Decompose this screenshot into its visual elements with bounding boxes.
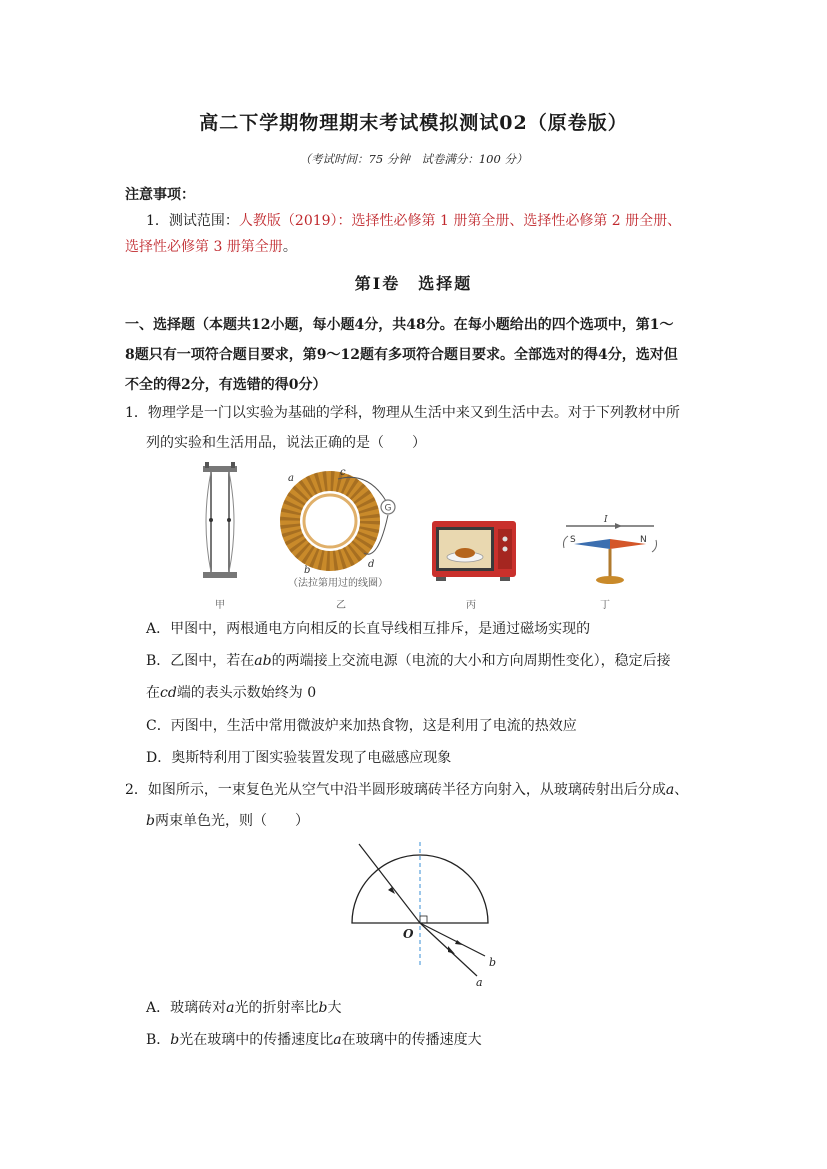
label-b: b — [304, 565, 311, 576]
q2-stem-text2: 两束单色光，则（ ） — [154, 813, 309, 829]
note-1-line2 — [125, 236, 297, 258]
q1-option-b-line2 — [146, 682, 316, 702]
section-intro-line3: 不全的得2分，有选错的得0分） — [125, 377, 327, 393]
note-1-line1 — [146, 210, 681, 232]
q1-option-c: C．丙图中，生活中常用微波炉来加热食物，这是利用了电流的热效应 — [146, 718, 577, 734]
q1-option-b-cd: cd — [160, 685, 177, 701]
q2-option-a — [146, 997, 341, 1017]
figure-yi-caption: （法拉第用过的线圈） — [288, 578, 388, 589]
section-intro-line1: 一、选择题（本题共12小题，每小题4分，共48分。在每小题给出的四个选项中，第1～ — [125, 317, 674, 333]
label-c: c — [340, 467, 346, 478]
section-heading: 第Ⅰ卷 选择题 — [354, 274, 473, 293]
q2-stem-sep: 、 — [674, 782, 689, 798]
exam-info: （考试时间：75 分钟 试卷满分：100 分） — [299, 152, 528, 166]
q1-option-b-ab: ab — [254, 653, 272, 669]
origin-label: O — [403, 927, 414, 941]
q1-option-b-line1 — [146, 650, 671, 670]
q1-option-d: D．奥斯特利用丁图实验装置发现了电磁感应现象 — [146, 750, 452, 766]
note-1-prefix: 1．测试范围： — [146, 213, 239, 229]
q2-stem-text1: 2．如图所示，一束复色光从空气中沿半圆形玻璃砖半径方向射入，从玻璃砖射出后分成 — [125, 782, 666, 798]
q1-option-b-text3: 在 — [146, 685, 160, 701]
note-1-scope-cont: 选择性必修第 3 册第全册 — [125, 239, 283, 255]
q2-stem-line1 — [125, 779, 688, 801]
q2-option-a-a: a — [226, 1000, 235, 1016]
q2-option-b-a: a — [333, 1032, 342, 1048]
figure-jia-parallel-wires — [195, 460, 245, 590]
current-label: I — [604, 515, 608, 525]
q2-stem-line2 — [146, 810, 309, 832]
note-1-scope: 人教版（2019）：选择性必修第 1 册第全册、选择性必修第 2 册全册、 — [238, 213, 682, 229]
galvanometer-letter: G — [384, 503, 392, 514]
label-a: a — [288, 473, 294, 484]
q2-stem-b: b — [146, 813, 155, 829]
figure-yi-faraday-ring — [278, 463, 408, 578]
south-pole-label: S — [570, 535, 576, 545]
note-1-end: 。 — [282, 239, 297, 255]
q2-option-b — [146, 1029, 482, 1049]
q1-option-b-text1: B．乙图中，若在 — [146, 653, 255, 669]
q2-option-b-b: b — [170, 1032, 180, 1048]
q2-option-b-text3: 在玻璃中的传播速度大 — [341, 1032, 482, 1048]
q1-option-b-text4: 端的表头示数始终为 0 — [176, 685, 317, 701]
q2-option-a-text3: 大 — [327, 1000, 342, 1016]
q2-option-b-text1: B． — [146, 1032, 171, 1048]
section-intro-line2: 8题只有一项符合题目要求，第9～12题有多项符合题目要求。全部选对的得4分，选对但 — [125, 347, 678, 363]
notes-heading: 注意事项： — [125, 187, 195, 203]
north-pole-label: N — [640, 535, 647, 545]
q1-stem-line2: 列的实验和生活用品，说法正确的是（ ） — [146, 435, 426, 451]
ray-a-label: a — [476, 976, 483, 989]
figure-bing-microwave — [430, 515, 520, 585]
figure-label-bing: 丙 — [466, 600, 476, 611]
figure-ding-compass — [560, 512, 660, 590]
figure-label-jia: 甲 — [215, 600, 225, 611]
q2-stem-a: a — [665, 782, 675, 798]
q1-option-a: A．甲图中，两根通电方向相反的长直导线相互排斥，是通过磁场实现的 — [146, 621, 591, 637]
q2-option-b-text2: 光在玻璃中的传播速度比 — [179, 1032, 334, 1048]
q2-option-a-text1: A．玻璃砖对 — [146, 1000, 227, 1016]
ray-b-label: b — [489, 956, 497, 969]
label-d: d — [368, 559, 375, 570]
figure-label-yi: 乙 — [336, 600, 346, 611]
q2-option-a-text2: 光的折射率比 — [234, 1000, 319, 1016]
page-title: 高二下学期物理期末考试模拟测试02（原卷版） — [199, 112, 628, 134]
figure-label-ding: 丁 — [600, 600, 610, 611]
q1-option-b-text2: 的两端接上交流电源（电流的大小和方向周期性变化），稳定后接 — [271, 653, 671, 669]
q1-stem-line1: 1．物理学是一门以实验为基础的学科，物理从生活中来又到生活中去。对于下列教材中所 — [125, 405, 680, 421]
q2-option-a-b: b — [318, 1000, 328, 1016]
figure-semicircle-glass — [345, 838, 495, 990]
